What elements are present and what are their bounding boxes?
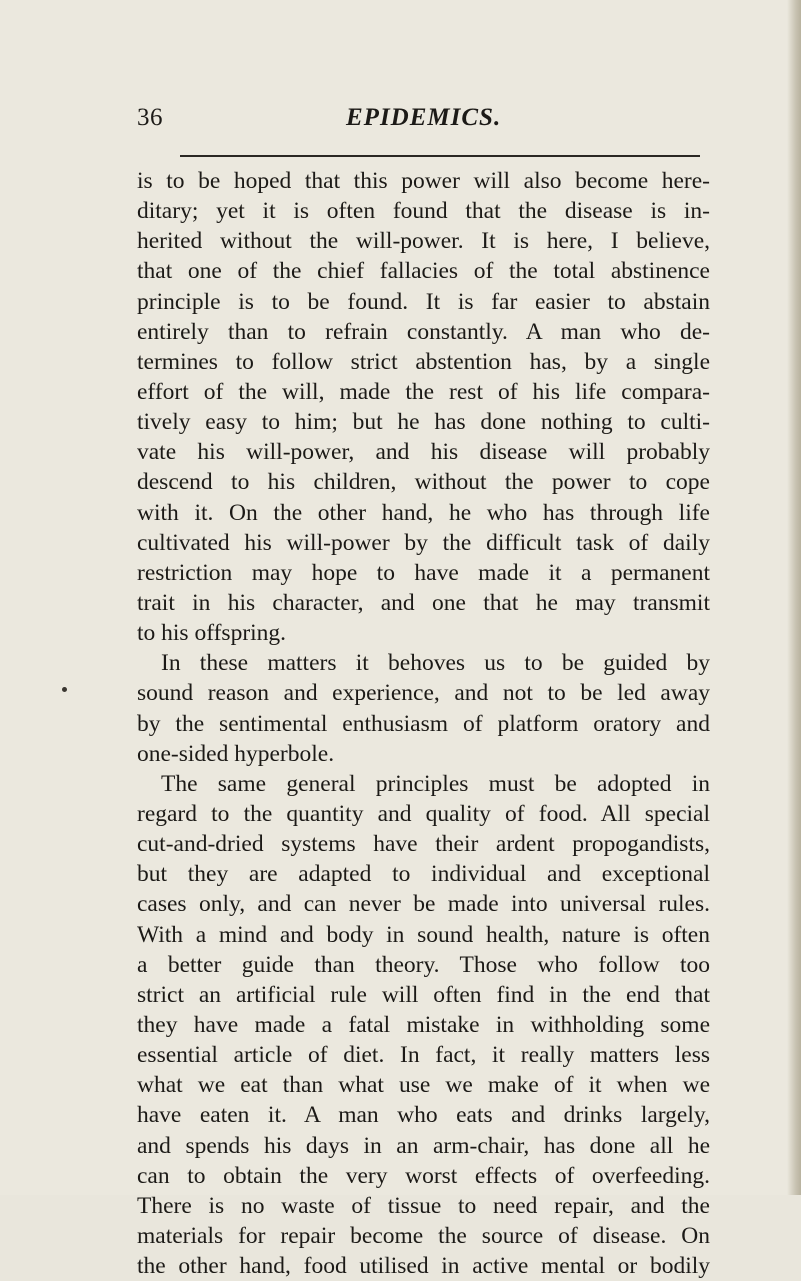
header-rule — [180, 155, 700, 157]
text-line: termines to follow strict abstention has, by a single — [137, 348, 710, 375]
text-line: regard to the quantity and quality of food. All special — [137, 800, 710, 827]
text-line: is to be hoped that this power will also become here- — [137, 168, 710, 194]
text-line: can to obtain the very worst effects of overfeeding. — [137, 1162, 710, 1189]
text-line: strict an artificial rule will often find in the end that — [137, 981, 710, 1008]
text-line: vate his will-power, and his disease will probably — [137, 439, 710, 466]
text-line: the other hand, food utilised in active mental or bodily — [137, 1253, 710, 1280]
text-line: The same general principles must be adopted in — [161, 770, 710, 797]
text-line: tively easy to him; but he has done nothing to culti- — [137, 409, 710, 436]
text-line: that one of the chief fallacies of the total abstinence — [137, 258, 710, 285]
text-line: have eaten it. A man who eats and drinks largely, — [137, 1102, 710, 1129]
text-line: materials for repair become the source of disease. On — [137, 1222, 710, 1249]
text-line: entirely than to refrain constantly. A man who de- — [137, 318, 710, 345]
text-line: one-sided hyperbole. — [137, 740, 335, 767]
text-line: and spends his days in an arm-chair, has done all he — [137, 1132, 710, 1159]
text-line: to his offspring. — [137, 620, 287, 647]
page-header — [0, 104, 801, 136]
text-line: effort of the will, made the rest of his life compara- — [137, 378, 710, 405]
text-line: In these matters it behoves us to be guided by — [161, 650, 710, 677]
text-line: cultivated his will-power by the difficult task of daily — [137, 529, 710, 556]
text-line: cases only, and can never be made into universal rules. — [137, 891, 710, 918]
text-line: There is no waste of tissue to need repair, and the — [137, 1192, 710, 1219]
text-line: ditary; yet it is often found that the disease is in- — [137, 198, 710, 225]
running-head: EPIDEMICS. — [346, 104, 502, 131]
text-line: they have made a fatal mistake in withholding some — [137, 1011, 710, 1038]
text-line: herited without the will-power. It is here, I believe, — [137, 228, 710, 255]
text-line: sound reason and experience, and not to be led away — [137, 680, 710, 707]
text-line: by the sentimental enthusiasm of platform oratory and — [137, 710, 710, 737]
text-line: principle is to be found. It is far easier to abstain — [137, 288, 710, 315]
text-line: cut-and-dried systems have their ardent propogandists, — [137, 831, 710, 858]
page-number: 36 — [137, 104, 163, 131]
body-text — [137, 166, 710, 1281]
text-line: trait in his character, and one that he may transmit — [137, 589, 710, 616]
text-line: with it. On the other hand, he who has through life — [137, 499, 710, 526]
text-line: what we eat than what use we make of it when we — [137, 1072, 710, 1099]
page-edge-shadow — [787, 0, 801, 1195]
text-line: but they are adapted to individual and exceptional — [137, 861, 710, 888]
text-line: descend to his children, without the power to cope — [137, 469, 710, 496]
text-line: essential article of diet. In fact, it really matters less — [137, 1042, 710, 1069]
text-line: a better guide than theory. Those who follow too — [137, 951, 710, 978]
margin-mark — [62, 687, 67, 692]
text-line: With a mind and body in sound health, nature is often — [137, 921, 710, 948]
text-line: restriction may hope to have made it a permanent — [137, 559, 710, 586]
